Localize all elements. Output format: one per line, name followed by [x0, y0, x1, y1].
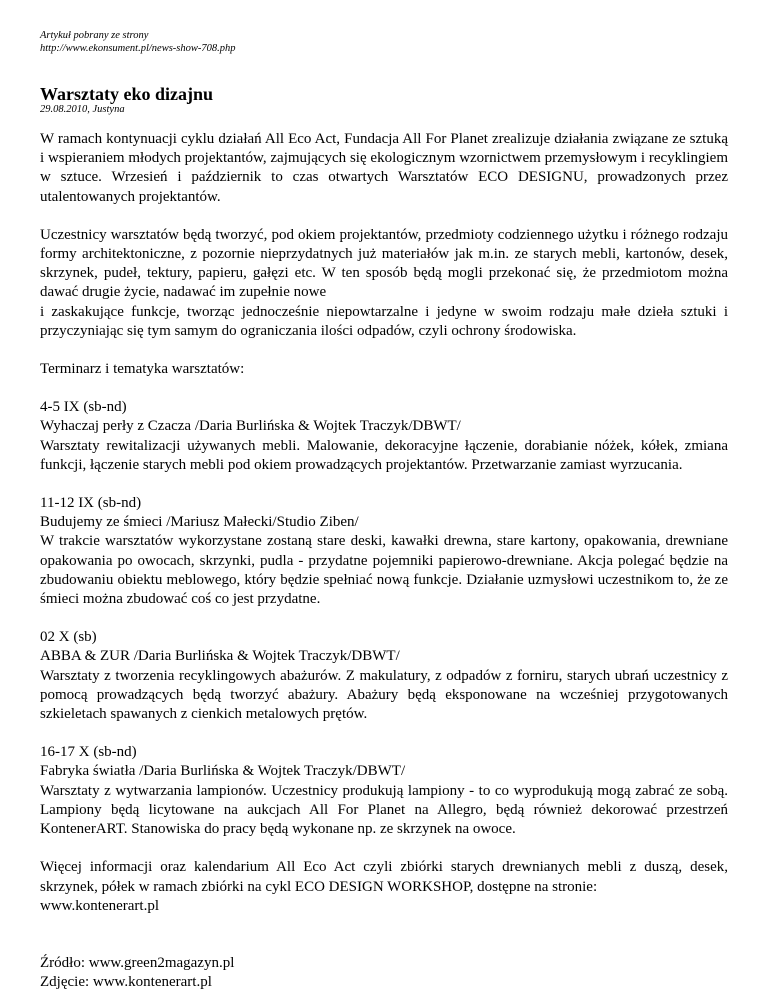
article-byline: 29.08.2010, Justyna — [40, 104, 125, 115]
workshop-title: Fabryka światła /Daria Burlińska & Wojtek Traczyk/DBWT/ — [40, 763, 406, 780]
workshop-item — [40, 628, 728, 724]
workshop-description: Warsztaty rewitalizacji używanych mebli. Malowanie, dekoracyjne łączenie, dorabianie nóżek, kółek, zmiana funkcji, łączenie starych mebli pod okiem prowadzących projektantów. Przetwarzanie zamiast wyrzucania. — [40, 437, 728, 473]
workshop-date: 4-5 IX (sb-nd) — [40, 399, 127, 416]
more-info-link[interactable]: www.kontenerart.pl — [40, 897, 159, 914]
article-body — [40, 130, 728, 992]
source-credit: Źródło: www.green2magazyn.pl — [40, 954, 235, 971]
workshop-description: Warsztaty z wytwarzania lampionów. Uczestnicy produkują lampiony - to co wyprodukują mogą zabrać ze sobą. Lampiony będą licytowane na aukcjach All For Planet na Allegro, będą również dekorować przestrzeń KontenerART. Stanowiska do pracy będą wykonane np. ze skrzynek na owoce. — [40, 782, 728, 838]
more-info-text: Więcej informacji oraz kalendarium All Eco Act czyli zbiórki starych drewnianych mebli z duszą, desek, skrzynek, półek w ramach zbiórki na cykl ECO DESIGN WORKSHOP, dostępne na stronie: — [40, 859, 728, 895]
source-url[interactable]: http://www.ekonsument.pl/news-show-708.php — [40, 42, 236, 54]
workshop-date: 02 X (sb) — [40, 629, 97, 646]
article-page — [40, 0, 728, 992]
workshop-description: W trakcie warsztatów wykorzystane zostaną stare deski, kawałki drewna, stare kartony, opakowania, drewniane opakowania po owocach, skrzynki, pudla - przydatne pojemniki papierowo-drewniane. Akcja polegać będzie na zbudowaniu obiektu meblowego, który będzie spełniać nową funkcje. Działanie uzmysłowi uczestnikom to, że ze śmieci można zbudować coś co jest przydatne. — [40, 533, 728, 608]
participants-text-1: Uczestnicy warsztatów będą tworzyć, pod okiem projektantów, przedmioty codziennego użytku i różnego rodzaju formy architektoniczne, z pozornie nieprzydatnych już materiałów jak m.in. ze starych mebli, kartonów, desek, skrzynek, pudeł, tektury, papieru, gałęzi etc. W ten sposób będą mogli przekonać się, że przedmiotom można dawać drugie życie, nadawać im zupełnie nowe — [40, 226, 728, 301]
workshop-title: Wyhaczaj perły z Czacza /Daria Burlińska & Wojtek Traczyk/DBWT/ — [40, 418, 461, 435]
workshop-item — [40, 743, 728, 839]
participants-paragraph — [40, 226, 728, 341]
participants-text-2: i zaskakujące funkcje, tworząc jednocześnie niepowtarzalne i jedyne w swoim rodzaju małe dzieła sztuki i przyczyniając się tym samym do ograniczania ilości odpadów, czyli ochrony środowiska. — [40, 303, 728, 339]
credits — [40, 954, 728, 992]
intro-paragraph: W ramach kontynuacji cyklu działań All Eco Act, Fundacja All For Planet zrealizuje działania związane ze sztuką i wspieraniem młodych projektantów, zajmujących się ekologicznym wzornictwem przemysłowym i recyklingiem w sztuce. Wrzesień i październik to czas otwartych Warsztatów ECO DESIGNU, prowadzonych przez utalentowanych projektantów. — [40, 131, 728, 205]
workshop-title: ABBA & ZUR /Daria Burlińska & Wojtek Traczyk/DBWT/ — [40, 648, 400, 665]
more-info-paragraph — [40, 858, 728, 916]
source-line: Artykuł pobrany ze strony — [40, 30, 149, 41]
workshop-description: Warsztaty z tworzenia recyklingowych abażurów. Z makulatury, z odpadów z forniru, starych ubrań uczestnicy z pomocą prowadzących będą tworzyć abażury. Abażury będą eksponowane na wcześniej przygotowanych szkieletach spawanych z cienkich metalowych prętów. — [40, 667, 728, 723]
workshop-date: 11-12 IX (sb-nd) — [40, 495, 142, 512]
source-info — [40, 30, 728, 55]
workshop-item — [40, 494, 728, 609]
workshop-title: Budujemy ze śmieci /Mariusz Małecki/Studio Ziben/ — [40, 514, 359, 531]
article-title: Warsztaty eko dizajnu — [40, 84, 213, 104]
photo-credit: Zdjęcie: www.kontenerart.pl — [40, 974, 212, 991]
workshop-item — [40, 398, 728, 475]
schedule-heading: Terminarz i tematyka warsztatów: — [40, 361, 245, 378]
workshop-date: 16-17 X (sb-nd) — [40, 744, 137, 761]
